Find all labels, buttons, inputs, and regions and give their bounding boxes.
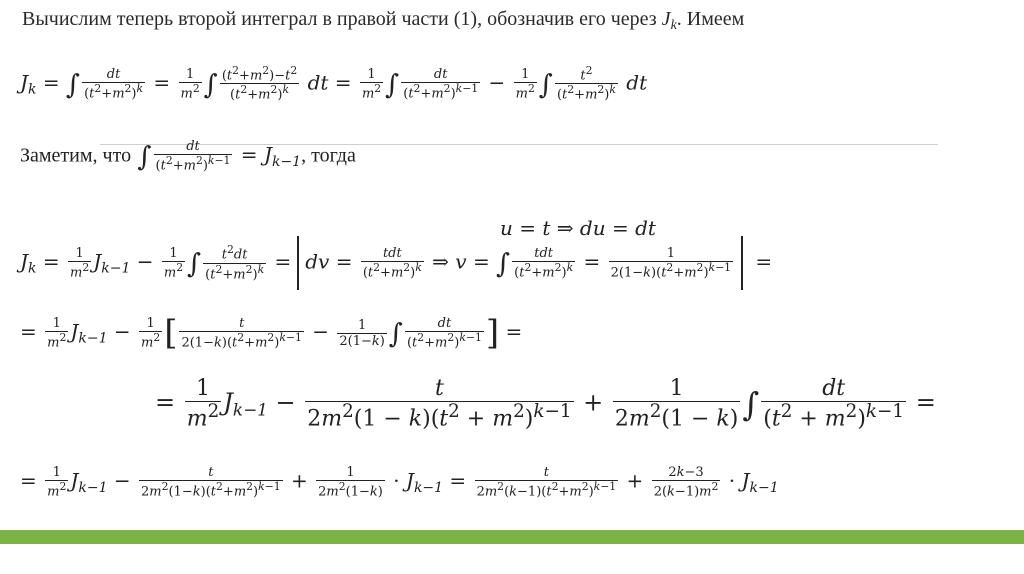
substitution-u: u = t ⇒ du = dt	[500, 216, 656, 240]
equation-jk-expansion: $J_k$ = ∫ $\frac{dt}{(t^2+m^2)^k}$ = $\frac{1}{m^2}$ ∫ $\frac{(t^2+m^2)-t^2}{(t^2+m^2)^k}$ dt = $\frac{1}{m^2}$ ∫ $\frac{dt}{(t^2+m^2)^{k-1}}$ − $\frac{1}{m^2}$ ∫ $\frac{t^2}{(t^2+m^2)^k}$ dt	[20, 64, 648, 103]
intro-line	[22, 8, 744, 34]
equation-jk-parts: $J_k$ = $\frac{1}{m^2}$ $J_{k-1}$ − $\frac{1}{m^2}$ ∫ $\frac{t^2dt}{(t^2+m^2)^k}$ = dv = $\frac{\text{tdt}}{(t^2+m^2)^k}$ ⇒ v = ∫ $\frac{\text{tdt}}{(t^2+m^2)^k}$ = $\frac{1}{2(1-k)(t^2+m^2)^{k-1}}$ =	[20, 236, 772, 290]
intro-sub: k	[670, 18, 677, 34]
intro-symbol: J	[661, 8, 671, 30]
intro-end: . Имеем	[676, 8, 745, 30]
equation-final: = $\frac{1}{m^2}$ $J_{k-1}$ − $\frac{t}{2m^2(1-k)(t^2+m^2)^{k-1}}$ + $\frac{1}{2m^2(1-k)}$ · $J_{k-1}$ = $\frac{t}{2m^2(k-1)(t^2+m^2)^{k-1}}$ + $\frac{2k-3}{2(k-1)m^2}$ · $J_{k-1}$	[20, 465, 779, 500]
equation-step-bracket: = $\frac{1}{m^2}$ $J_{k-1}$ − $\frac{1}{m^2}$ [ $\frac{t}{2(1-k)(t^2+m^2)^{k-1}}$ − $\frac{1}{2(1-k)}$ ∫ $\frac{dt}{(t^2+m^2)^{k-1}}$ ] =	[20, 313, 523, 353]
note-text: Заметим, что	[20, 144, 132, 167]
note-line: Заметим, что ∫ $\frac{dt}{(t^2+m^2)^{k-1}}$ = $J_{k-1}$, тогда	[20, 139, 356, 174]
equation-step-expanded: = $\frac{1}{m^2}$ $J_{k-1}$ − $\frac{t}{2m^2(1 - k)(t^2 + m^2)^{k-1}}$ + $\frac{1}{2m^2(1 - k)}$ ∫ $\frac{dt}{(t^2 + m^2)^{k-1}}$ =	[155, 376, 936, 432]
accent-bar	[0, 530, 1024, 544]
note-end: , тогда	[301, 144, 356, 167]
intro-text: Вычислим теперь второй интеграл в правой части (1), обозначив его через	[22, 8, 662, 30]
